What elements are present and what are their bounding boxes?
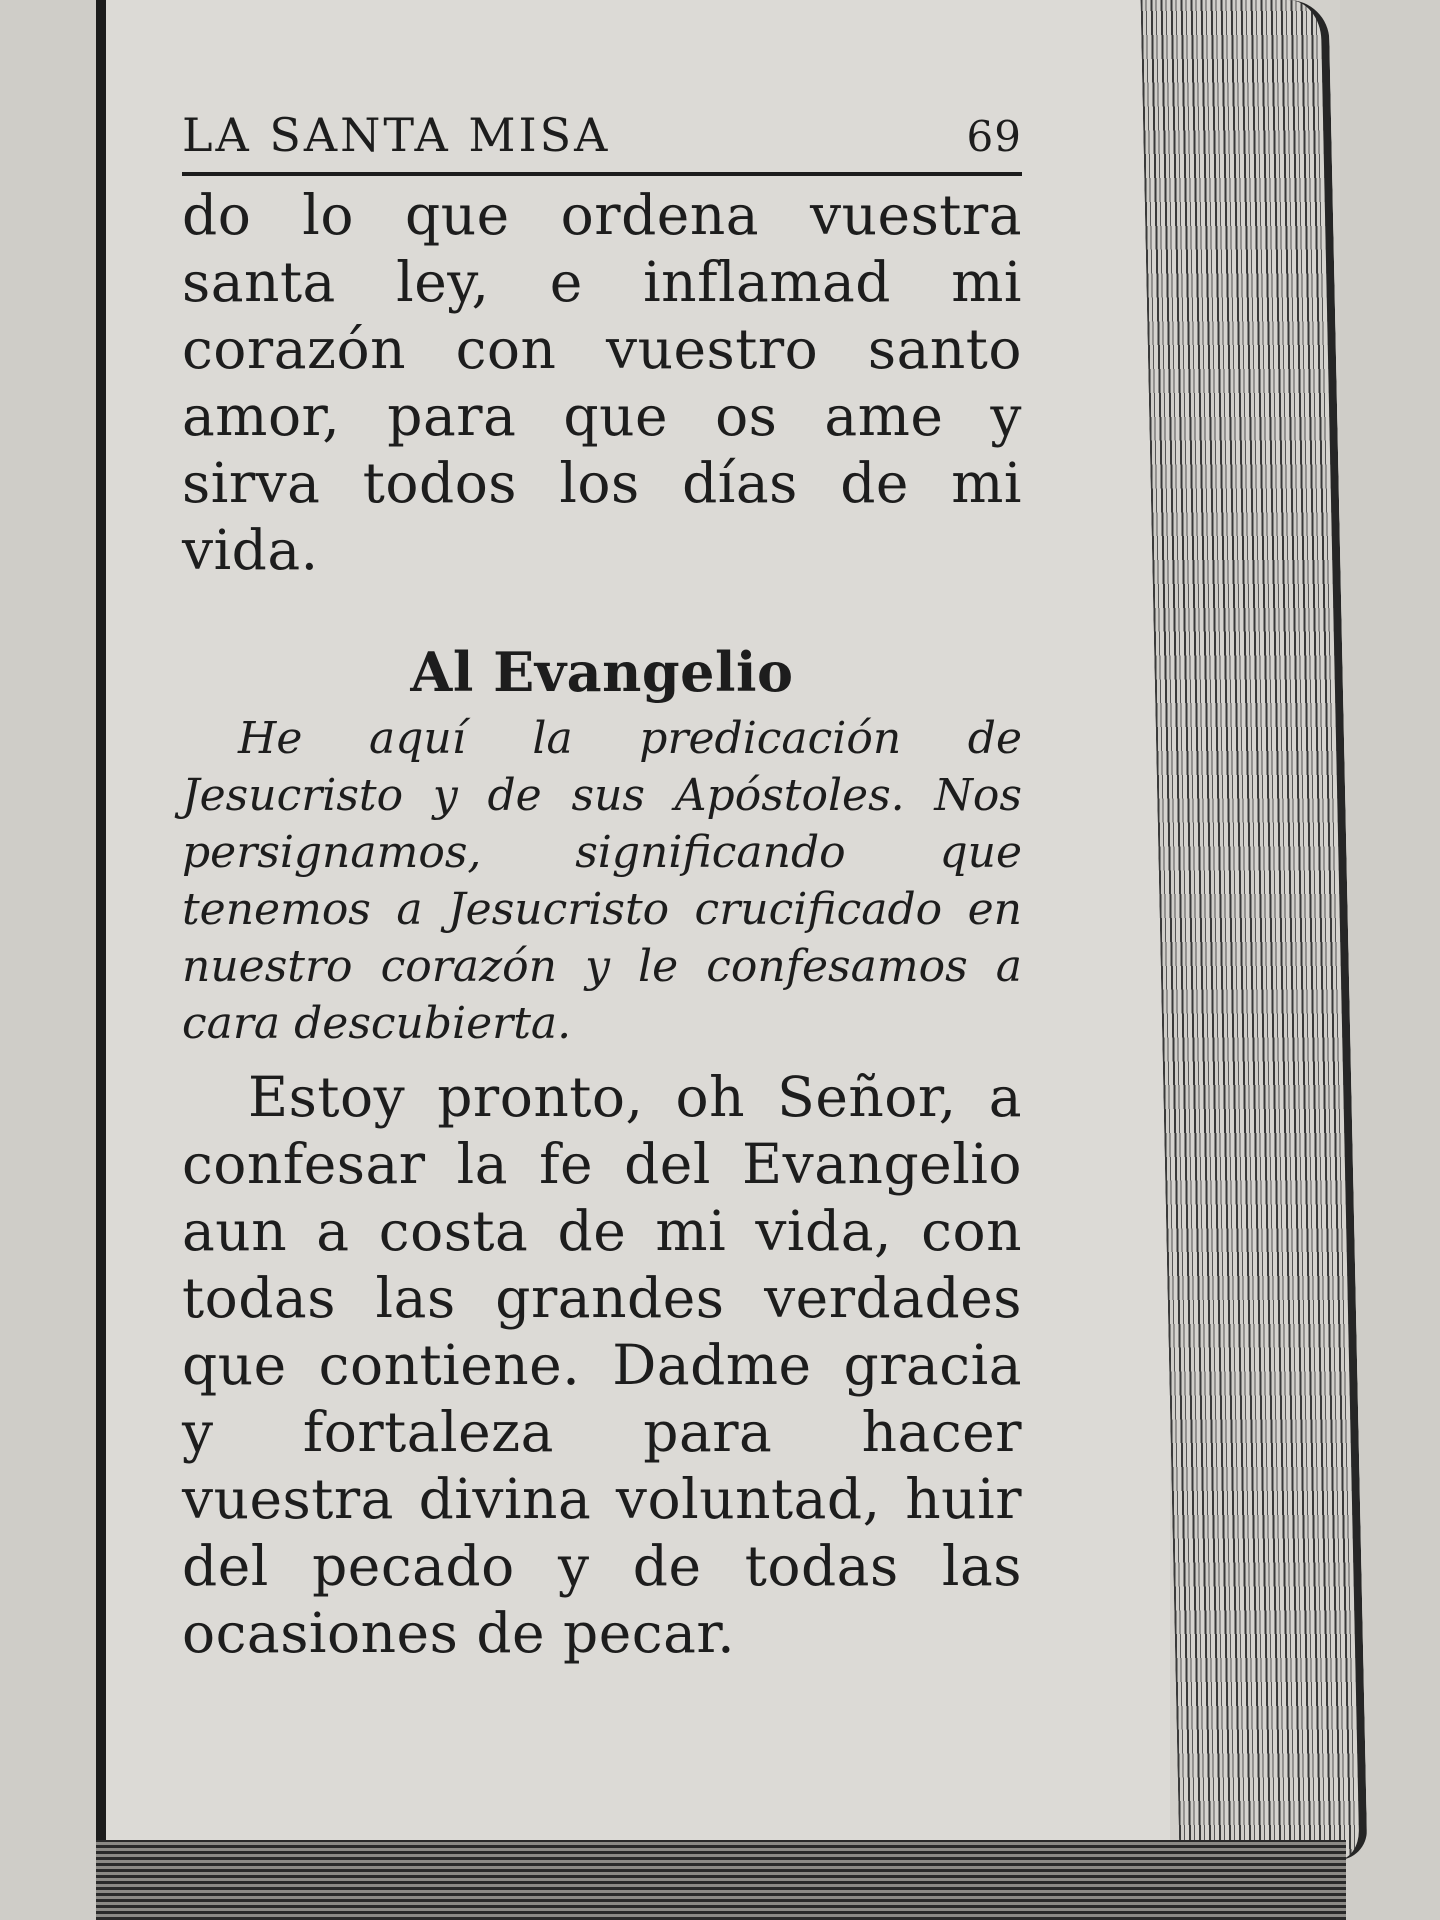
page-fore-edge — [1141, 0, 1368, 1860]
section-title: Al Evangelio — [410, 640, 794, 704]
page-left-edge — [96, 0, 106, 1850]
rubric-text: He aquí la predicación de Jesucristo y de sus Apóstoles. Nos persignamos, significando que tenemos a Jesucristo crucificado en nuestro corazón y le confesamos a cara descubierta. — [182, 713, 1022, 1049]
text-block — [182, 108, 1022, 1667]
left-background — [0, 0, 96, 1920]
page-bottom-edge — [96, 1840, 1346, 1920]
running-head-title: LA SANTA MISA — [182, 108, 611, 162]
prayer-text: Estoy pronto, oh Señor, a confesar la fe del Evangelio aun a costa de mi vida, con todas las grandes verdades que contiene. Dadme gracia y fortaleza para hacer vuestra divina voluntad, huir del pecado y de todas las ocasiones de pecar. — [182, 1065, 1022, 1665]
paragraph-continuation: do lo que ordena vuestra santa ley, e inflamad mi corazón con vuestro santo amor, para que os ame y sirva todos los días de mi vida. — [182, 183, 1022, 582]
running-head — [182, 108, 1022, 176]
page-number: 69 — [966, 112, 1022, 161]
